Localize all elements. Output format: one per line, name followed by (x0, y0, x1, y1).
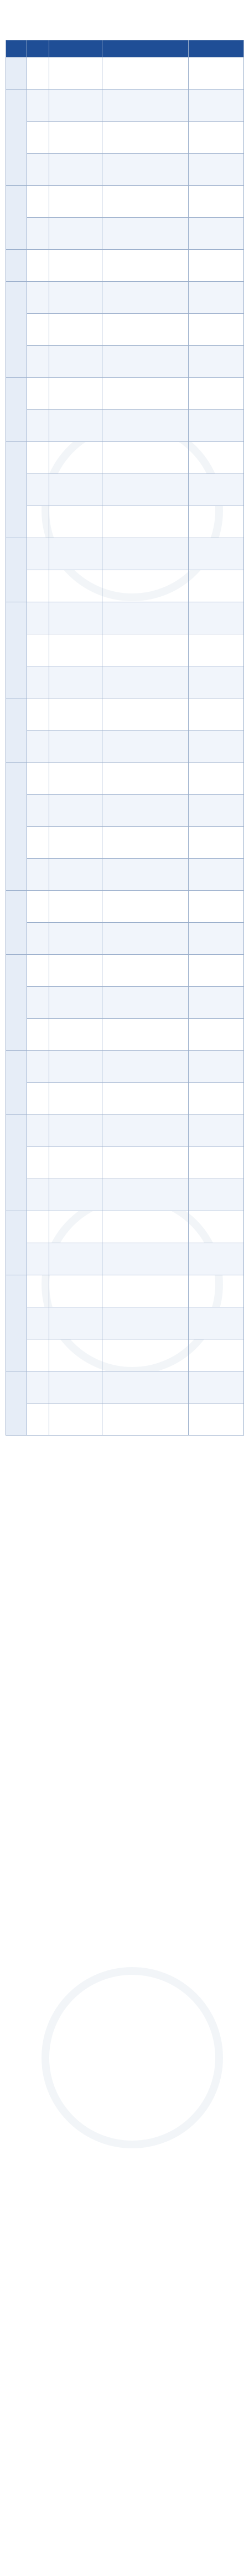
table-header-row (6, 40, 244, 57)
cell-col-c (189, 122, 244, 154)
cert-type-cell (27, 1147, 49, 1179)
cell-col-a (49, 218, 102, 250)
cert-type-cell (27, 154, 49, 186)
table-row (6, 698, 244, 730)
cell-col-a (49, 1083, 102, 1115)
certificate-table (6, 40, 244, 1436)
column-header (6, 40, 27, 57)
table-row (6, 923, 244, 955)
cert-type-cell (27, 1115, 49, 1147)
cert-type-cell (27, 1179, 49, 1211)
cell-col-b (102, 314, 189, 346)
cert-type-cell (27, 1051, 49, 1083)
cell-col-b (102, 218, 189, 250)
cell-col-a (49, 1115, 102, 1147)
cell-col-b (102, 346, 189, 378)
cell-col-b (102, 859, 189, 891)
cell-col-a (49, 442, 102, 474)
cell-col-a (49, 795, 102, 827)
country-cell (6, 1115, 27, 1211)
cell-col-b (102, 730, 189, 763)
cell-col-c (189, 570, 244, 602)
cell-col-c (189, 795, 244, 827)
cell-col-a (49, 1147, 102, 1179)
cert-type-cell (27, 314, 49, 346)
cell-col-c (189, 1307, 244, 1339)
cert-type-cell (27, 346, 49, 378)
cell-col-c (189, 57, 244, 90)
table-row (6, 1083, 244, 1115)
cell-col-c (189, 1211, 244, 1243)
table-row (6, 378, 244, 410)
cert-type-cell (27, 1371, 49, 1403)
cell-col-a (49, 538, 102, 570)
cell-col-a (49, 1179, 102, 1211)
cell-col-a (49, 410, 102, 442)
table-row (6, 57, 244, 90)
cell-col-b (102, 57, 189, 90)
cell-col-c (189, 1019, 244, 1051)
cell-col-b (102, 923, 189, 955)
cell-col-c (189, 1339, 244, 1371)
cell-col-b (102, 955, 189, 987)
table-row (6, 1243, 244, 1275)
cell-col-a (49, 859, 102, 891)
column-header (102, 40, 189, 57)
table-row (6, 506, 244, 538)
cell-col-a (49, 1307, 102, 1339)
table-row (6, 474, 244, 506)
cert-type-cell (27, 698, 49, 730)
cell-col-c (189, 314, 244, 346)
cell-col-a (49, 250, 102, 282)
cert-type-cell (27, 1275, 49, 1307)
cell-col-b (102, 1275, 189, 1307)
cell-col-a (49, 1275, 102, 1307)
table-row (6, 1371, 244, 1403)
country-cell (6, 90, 27, 186)
table-row (6, 1051, 244, 1083)
cell-col-c (189, 859, 244, 891)
table-row (6, 827, 244, 859)
table-row (6, 1115, 244, 1147)
cert-type-cell (27, 634, 49, 666)
cell-col-a (49, 1019, 102, 1051)
cell-col-a (49, 506, 102, 538)
cell-col-c (189, 763, 244, 795)
cell-col-c (189, 730, 244, 763)
cert-type-cell (27, 122, 49, 154)
cell-col-a (49, 634, 102, 666)
cell-col-c (189, 923, 244, 955)
country-cell (6, 698, 27, 763)
cell-col-c (189, 410, 244, 442)
cell-col-c (189, 1115, 244, 1147)
cell-col-a (49, 378, 102, 410)
cell-col-a (49, 186, 102, 218)
country-cell (6, 763, 27, 891)
country-cell (6, 1051, 27, 1115)
cert-type-cell (27, 827, 49, 859)
country-cell (6, 378, 27, 442)
table-row (6, 250, 244, 282)
table-row (6, 346, 244, 378)
cell-col-c (189, 154, 244, 186)
cert-type-cell (27, 90, 49, 122)
cell-col-a (49, 827, 102, 859)
cell-col-a (49, 1211, 102, 1243)
cell-col-c (189, 1371, 244, 1403)
table-row (6, 955, 244, 987)
cell-col-a (49, 1403, 102, 1436)
cert-type-cell (27, 1243, 49, 1275)
cell-col-a (49, 666, 102, 698)
cell-col-b (102, 1339, 189, 1371)
country-cell (6, 1371, 27, 1436)
cell-col-c (189, 378, 244, 410)
cell-col-c (189, 1147, 244, 1179)
table-row (6, 538, 244, 570)
table-body (6, 57, 244, 1436)
table-row (6, 1147, 244, 1179)
cell-col-a (49, 923, 102, 955)
table-row (6, 1275, 244, 1307)
cert-type-cell (27, 795, 49, 827)
cert-type-cell (27, 538, 49, 570)
cert-type-cell (27, 57, 49, 90)
cert-type-cell (27, 186, 49, 218)
table-row (6, 987, 244, 1019)
cell-col-a (49, 1243, 102, 1275)
cell-col-c (189, 506, 244, 538)
cell-col-b (102, 282, 189, 314)
cell-col-a (49, 763, 102, 795)
cert-type-cell (27, 1403, 49, 1436)
cell-col-c (189, 666, 244, 698)
table-row (6, 570, 244, 602)
cert-type-cell (27, 1083, 49, 1115)
cell-col-c (189, 1403, 244, 1436)
table-row (6, 730, 244, 763)
cert-type-cell (27, 442, 49, 474)
cell-col-a (49, 955, 102, 987)
cell-col-b (102, 666, 189, 698)
cell-col-b (102, 795, 189, 827)
cell-col-b (102, 987, 189, 1019)
cert-type-cell (27, 891, 49, 923)
cell-col-c (189, 602, 244, 634)
cert-type-cell (27, 410, 49, 442)
country-cell (6, 442, 27, 538)
column-header (49, 40, 102, 57)
cell-col-b (102, 1243, 189, 1275)
table-row (6, 763, 244, 795)
cell-col-c (189, 987, 244, 1019)
cert-type-cell (27, 666, 49, 698)
cell-col-b (102, 1307, 189, 1339)
cert-type-cell (27, 923, 49, 955)
cell-col-b (102, 378, 189, 410)
cert-type-cell (27, 1211, 49, 1243)
cell-col-b (102, 1051, 189, 1083)
table-row (6, 795, 244, 827)
cell-col-b (102, 763, 189, 795)
country-cell (6, 1211, 27, 1275)
cell-col-a (49, 698, 102, 730)
table-row (6, 154, 244, 186)
cert-type-cell (27, 1339, 49, 1371)
table-row (6, 314, 244, 346)
cell-col-b (102, 1019, 189, 1051)
cell-col-a (49, 1051, 102, 1083)
cell-col-b (102, 538, 189, 570)
cert-type-cell (27, 282, 49, 314)
cell-col-b (102, 186, 189, 218)
cell-col-c (189, 442, 244, 474)
cert-type-cell (27, 506, 49, 538)
cell-col-a (49, 282, 102, 314)
cell-col-a (49, 154, 102, 186)
country-cell (6, 186, 27, 250)
cell-col-b (102, 1371, 189, 1403)
cell-col-c (189, 634, 244, 666)
cert-type-cell (27, 1307, 49, 1339)
cell-col-b (102, 1211, 189, 1243)
cell-col-a (49, 602, 102, 634)
cert-type-cell (27, 763, 49, 795)
cell-col-c (189, 186, 244, 218)
cell-col-a (49, 122, 102, 154)
table-row (6, 1019, 244, 1051)
table-row (6, 666, 244, 698)
country-cell (6, 1275, 27, 1371)
cell-col-b (102, 570, 189, 602)
table-row (6, 859, 244, 891)
table-row (6, 186, 244, 218)
cell-col-a (49, 57, 102, 90)
table-row (6, 410, 244, 442)
cell-col-c (189, 1083, 244, 1115)
cert-type-cell (27, 570, 49, 602)
document-subtitle (13, 24, 236, 34)
cell-col-c (189, 891, 244, 923)
cell-col-b (102, 1083, 189, 1115)
cert-type-cell (27, 218, 49, 250)
cell-col-a (49, 891, 102, 923)
watermark-seal (42, 1967, 223, 2148)
cell-col-c (189, 250, 244, 282)
cert-type-cell (27, 602, 49, 634)
cell-col-a (49, 570, 102, 602)
cell-col-b (102, 154, 189, 186)
table-row (6, 1307, 244, 1339)
table-row (6, 282, 244, 314)
cell-col-c (189, 538, 244, 570)
cell-col-c (189, 1275, 244, 1307)
country-cell (6, 282, 27, 378)
table-row (6, 1179, 244, 1211)
cell-col-b (102, 410, 189, 442)
cell-col-b (102, 250, 189, 282)
cert-type-cell (27, 474, 49, 506)
cert-type-cell (27, 378, 49, 410)
cell-col-a (49, 474, 102, 506)
cell-col-c (189, 1051, 244, 1083)
table-row (6, 90, 244, 122)
cell-col-b (102, 1179, 189, 1211)
cell-col-c (189, 346, 244, 378)
table-row (6, 1339, 244, 1371)
cell-col-a (49, 1371, 102, 1403)
cell-col-c (189, 282, 244, 314)
cell-col-b (102, 1147, 189, 1179)
cell-col-a (49, 314, 102, 346)
cell-col-b (102, 1115, 189, 1147)
cell-col-c (189, 1243, 244, 1275)
document-title (6, 12, 243, 21)
cell-col-b (102, 827, 189, 859)
cell-col-b (102, 602, 189, 634)
column-header (27, 40, 49, 57)
cell-col-a (49, 346, 102, 378)
cell-col-b (102, 698, 189, 730)
cell-col-c (189, 827, 244, 859)
country-cell (6, 57, 27, 90)
table-row (6, 1211, 244, 1243)
cell-col-b (102, 122, 189, 154)
country-cell (6, 250, 27, 282)
table-row (6, 442, 244, 474)
table-row (6, 218, 244, 250)
cell-col-b (102, 474, 189, 506)
table-row (6, 602, 244, 634)
cert-type-cell (27, 955, 49, 987)
cert-type-cell (27, 1019, 49, 1051)
cert-type-cell (27, 859, 49, 891)
cell-col-c (189, 1179, 244, 1211)
table-row (6, 122, 244, 154)
cell-col-c (189, 698, 244, 730)
cell-col-c (189, 90, 244, 122)
country-cell (6, 538, 27, 602)
cell-col-c (189, 218, 244, 250)
country-cell (6, 955, 27, 1051)
cell-col-c (189, 955, 244, 987)
cert-type-cell (27, 987, 49, 1019)
cell-col-a (49, 90, 102, 122)
column-header (189, 40, 244, 57)
table-row (6, 891, 244, 923)
country-cell (6, 891, 27, 955)
cell-col-b (102, 442, 189, 474)
cell-col-c (189, 474, 244, 506)
table-row (6, 1403, 244, 1436)
table-row (6, 634, 244, 666)
country-cell (6, 602, 27, 698)
cell-col-b (102, 634, 189, 666)
cell-col-b (102, 891, 189, 923)
cert-type-cell (27, 730, 49, 763)
cell-col-a (49, 730, 102, 763)
cert-type-cell (27, 250, 49, 282)
cell-col-b (102, 506, 189, 538)
cell-col-a (49, 1339, 102, 1371)
cell-col-b (102, 1403, 189, 1436)
cell-col-b (102, 90, 189, 122)
cell-col-a (49, 987, 102, 1019)
